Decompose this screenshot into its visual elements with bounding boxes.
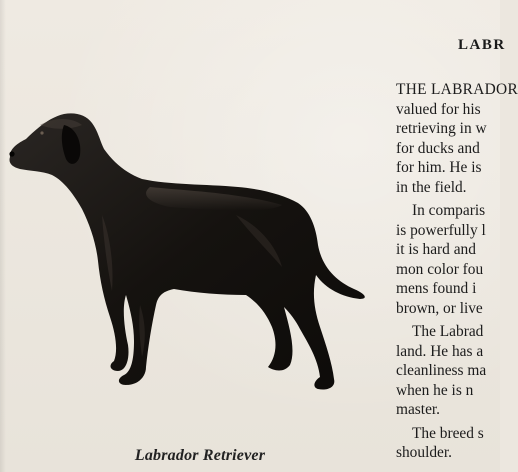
text-line: land. He has a bbox=[396, 342, 484, 360]
text-line: master. bbox=[396, 401, 441, 418]
text-line: mon color fou bbox=[396, 260, 484, 278]
text-line: The breed s bbox=[412, 424, 484, 442]
text-line: in the field. bbox=[396, 178, 467, 196]
figure-caption: Labrador Retriever bbox=[134, 447, 266, 464]
text-line: it is hard and bbox=[396, 241, 476, 258]
text-line: mens found i bbox=[396, 280, 477, 297]
labrador-illustration bbox=[0, 95, 380, 405]
text-line: brown, or live bbox=[396, 299, 483, 317]
section-heading: LABR bbox=[458, 37, 506, 53]
text-line: when he is n bbox=[396, 381, 474, 399]
text-line: shoulder. bbox=[396, 444, 453, 461]
text-line: cleanliness ma bbox=[396, 362, 487, 379]
text-line: for him. He is bbox=[396, 159, 482, 176]
text-line: In comparis bbox=[412, 202, 486, 219]
text-line: THE LABRADOR bbox=[396, 81, 518, 98]
text-line: valued for his bbox=[396, 100, 481, 118]
text-line: is powerfully l bbox=[396, 221, 486, 239]
text-line: for ducks and bbox=[396, 139, 480, 157]
dog-body bbox=[9, 113, 364, 389]
text-line: retrieving in w bbox=[396, 120, 487, 137]
body-text bbox=[396, 80, 518, 463]
text-line: The Labrad bbox=[412, 323, 484, 340]
